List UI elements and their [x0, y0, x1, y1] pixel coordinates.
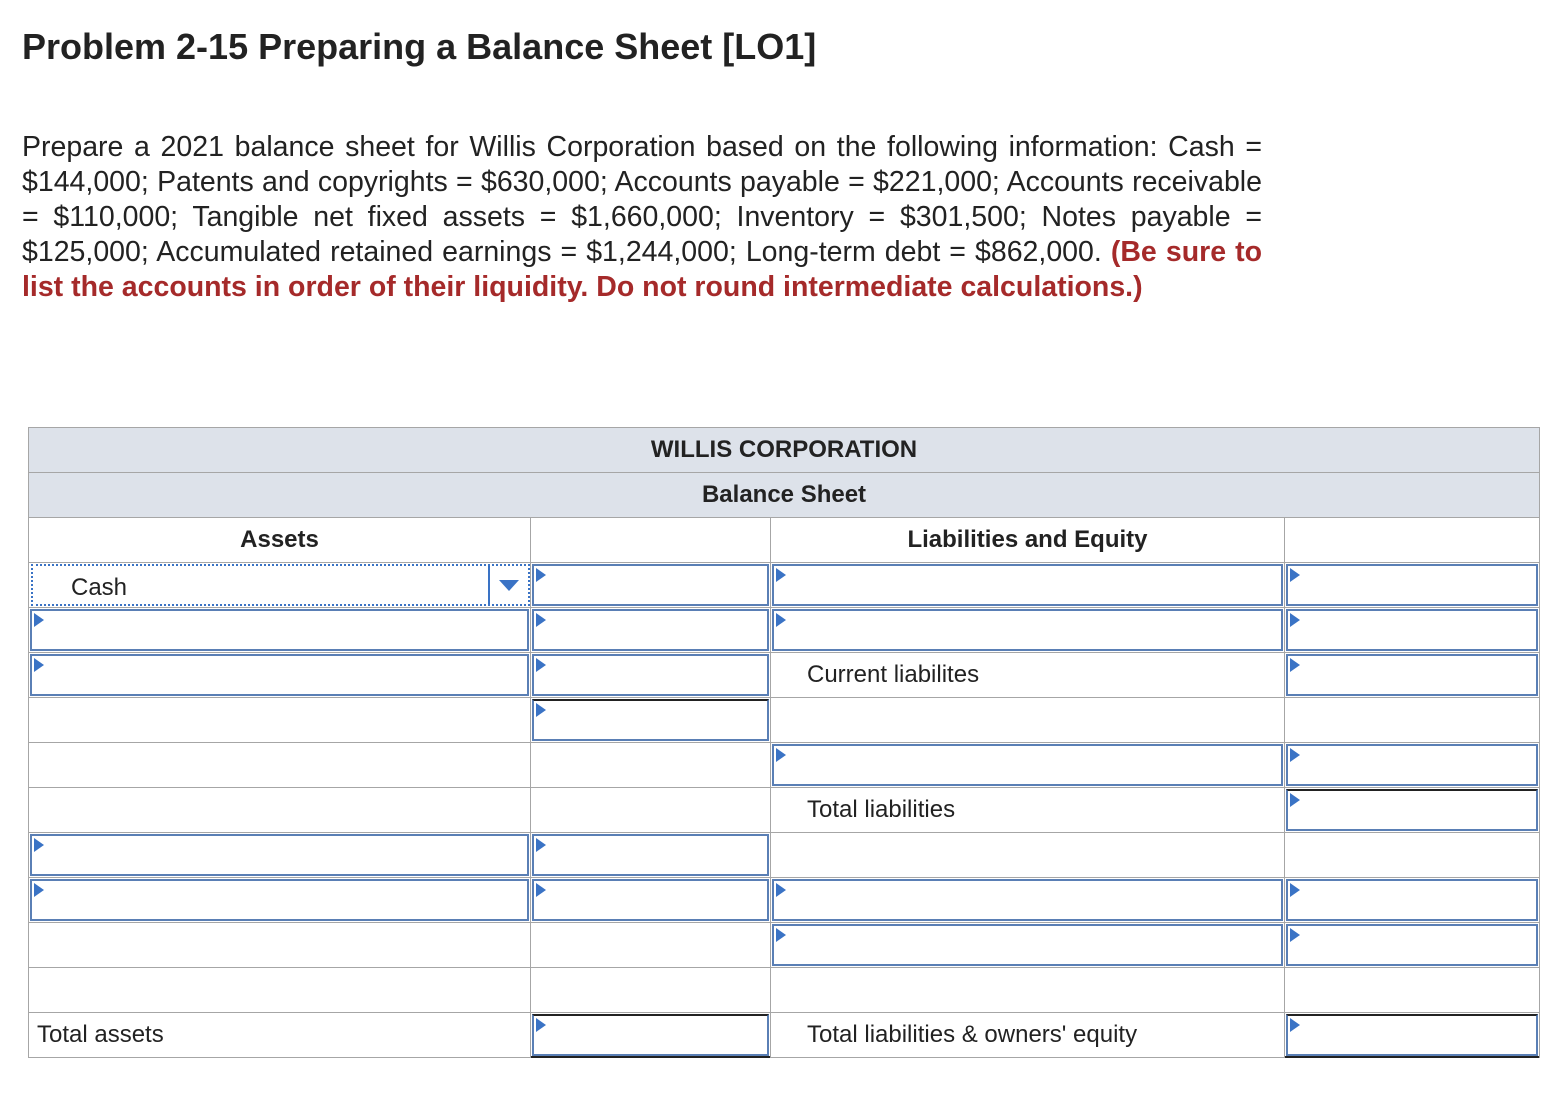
input-flag-icon — [1290, 658, 1300, 672]
total-liab-equity-amount-cell[interactable] — [1285, 1013, 1540, 1058]
empty-cell — [29, 743, 531, 788]
input-flag-icon — [1290, 928, 1300, 942]
empty-cell — [29, 698, 531, 743]
asset-account-input-7[interactable] — [30, 834, 529, 876]
input-flag-icon — [1290, 793, 1300, 807]
input-flag-icon — [1290, 568, 1300, 582]
asset-account-input-2[interactable] — [30, 609, 529, 651]
liab-account-input-2[interactable] — [772, 609, 1283, 651]
liab-amount-cell-8[interactable] — [1285, 878, 1540, 923]
liab-account-cell-8[interactable] — [771, 878, 1285, 923]
input-flag-icon — [1290, 613, 1300, 627]
input-flag-icon — [34, 613, 44, 627]
input-flag-icon — [34, 883, 44, 897]
asset-account-input-3[interactable] — [30, 654, 529, 696]
asset-account-dropdown[interactable] — [31, 564, 530, 606]
empty-cell — [29, 923, 531, 968]
assets-header: Assets — [29, 518, 531, 563]
empty-cell — [771, 968, 1285, 1013]
asset-account-cell-8[interactable] — [29, 878, 531, 923]
total-liabilities-amount-input[interactable] — [1286, 789, 1538, 831]
input-flag-icon — [536, 568, 546, 582]
input-flag-icon — [34, 658, 44, 672]
liab-amount-cell-5[interactable] — [1285, 743, 1540, 788]
balance-sheet-table — [28, 427, 1540, 1058]
liab-amount-input-8[interactable] — [1286, 879, 1538, 921]
double-underline — [1285, 1056, 1539, 1061]
current-liabilities-amount-cell[interactable] — [1285, 653, 1540, 698]
input-flag-icon — [34, 838, 44, 852]
input-flag-icon — [1290, 883, 1300, 897]
input-flag-icon — [1290, 748, 1300, 762]
total-liabilities-label: Total liabilities — [771, 788, 1285, 833]
double-underline — [531, 1056, 770, 1061]
liab-amount-input-9[interactable] — [1286, 924, 1538, 966]
problem-statement — [22, 130, 1262, 305]
empty-cell — [771, 833, 1285, 878]
asset-amount-cell-3[interactable] — [531, 653, 771, 698]
problem-instruction: (Be sure to list the accounts in order of their liquidity. Do not round intermediate calculations.) — [22, 236, 1262, 303]
input-flag-icon — [536, 613, 546, 627]
asset-amount-input-1[interactable] — [532, 564, 769, 606]
asset-amount-input-8[interactable] — [532, 879, 769, 921]
asset-amount-input-2[interactable] — [532, 609, 769, 651]
total-liab-equity-amount-input[interactable] — [1286, 1014, 1538, 1056]
input-flag-icon — [776, 613, 786, 627]
empty-cell — [1285, 833, 1540, 878]
problem-title: Problem 2-15 Preparing a Balance Sheet [LO1] — [22, 26, 817, 67]
empty-cell — [29, 788, 531, 833]
liab-account-input-8[interactable] — [772, 879, 1283, 921]
asset-amount-cell-7[interactable] — [531, 833, 771, 878]
liab-account-input-9[interactable] — [772, 924, 1283, 966]
empty-cell — [531, 743, 771, 788]
liab-amount-cell-9[interactable] — [1285, 923, 1540, 968]
chevron-down-icon — [499, 580, 519, 591]
total-assets-amount-cell[interactable] — [531, 1013, 771, 1058]
input-flag-icon — [776, 928, 786, 942]
liab-amount-cell-2[interactable] — [1285, 608, 1540, 653]
liab-amount-input-5[interactable] — [1286, 744, 1538, 786]
asset-amount-cell-2[interactable] — [531, 608, 771, 653]
input-flag-icon — [1290, 1018, 1300, 1032]
input-flag-icon — [536, 1018, 546, 1032]
input-flag-icon — [536, 703, 546, 717]
company-name: WILLIS CORPORATION — [29, 428, 1540, 473]
total-assets-amount-input[interactable] — [532, 1014, 769, 1056]
input-flag-icon — [536, 838, 546, 852]
empty-cell — [1285, 698, 1540, 743]
input-flag-icon — [536, 883, 546, 897]
liabilities-amount-header — [1285, 518, 1540, 563]
empty-cell — [531, 923, 771, 968]
liab-amount-input-2[interactable] — [1286, 609, 1538, 651]
input-flag-icon — [776, 748, 786, 762]
liab-account-cell-1[interactable] — [771, 563, 1285, 608]
asset-amount-input-7[interactable] — [532, 834, 769, 876]
liab-account-input-5[interactable] — [772, 744, 1283, 786]
input-flag-icon — [776, 883, 786, 897]
input-flag-icon — [776, 568, 786, 582]
current-liabilities-amount-input[interactable] — [1286, 654, 1538, 696]
current-liabilities-label: Current liabilites — [771, 653, 1285, 698]
statement-name: Balance Sheet — [29, 473, 1540, 518]
liab-account-input-1[interactable] — [772, 564, 1283, 606]
asset-amount-cell-1[interactable] — [531, 563, 771, 608]
asset-account-select-1[interactable] — [29, 563, 531, 608]
asset-amount-input-3[interactable] — [532, 654, 769, 696]
problem-text: Prepare a 2021 balance sheet for Willis Corporation based on the following information: Cash = $144,000; Patents and copyrights = $630,000; Accounts payable = $221,000; Accounts receivable = $110,000; Tangible net fixed assets = $1,660,000; Inventory = $301,500; Notes payable = $125,000; Accumulated retained earnings = $1,244,000; Long-term debt = $862,000. — [22, 131, 1262, 268]
liab-account-cell-5[interactable] — [771, 743, 1285, 788]
empty-cell — [771, 698, 1285, 743]
asset-account-input-8[interactable] — [30, 879, 529, 921]
total-liab-equity-label: Total liabilities & owners' equity — [771, 1013, 1285, 1058]
liab-account-cell-9[interactable] — [771, 923, 1285, 968]
liab-amount-cell-1[interactable] — [1285, 563, 1540, 608]
selected-asset-text: Cash — [71, 574, 128, 601]
asset-account-cell-2[interactable] — [29, 608, 531, 653]
current-assets-amount-input[interactable] — [532, 699, 769, 741]
total-assets-label: Total assets — [29, 1013, 531, 1058]
empty-cell — [1285, 968, 1540, 1013]
asset-amount-cell-8[interactable] — [531, 878, 771, 923]
total-liabilities-amount-cell[interactable] — [1285, 788, 1540, 833]
empty-cell — [29, 968, 531, 1013]
liab-amount-input-1[interactable] — [1286, 564, 1538, 606]
current-assets-amount-cell[interactable] — [531, 698, 771, 743]
liab-account-cell-2[interactable] — [771, 608, 1285, 653]
input-flag-icon — [536, 658, 546, 672]
asset-account-cell-3[interactable] — [29, 653, 531, 698]
empty-cell — [531, 788, 771, 833]
assets-amount-header — [531, 518, 771, 563]
empty-cell — [531, 968, 771, 1013]
asset-account-cell-7[interactable] — [29, 833, 531, 878]
dropdown-button[interactable] — [488, 566, 528, 604]
liabilities-equity-header: Liabilities and Equity — [771, 518, 1285, 563]
